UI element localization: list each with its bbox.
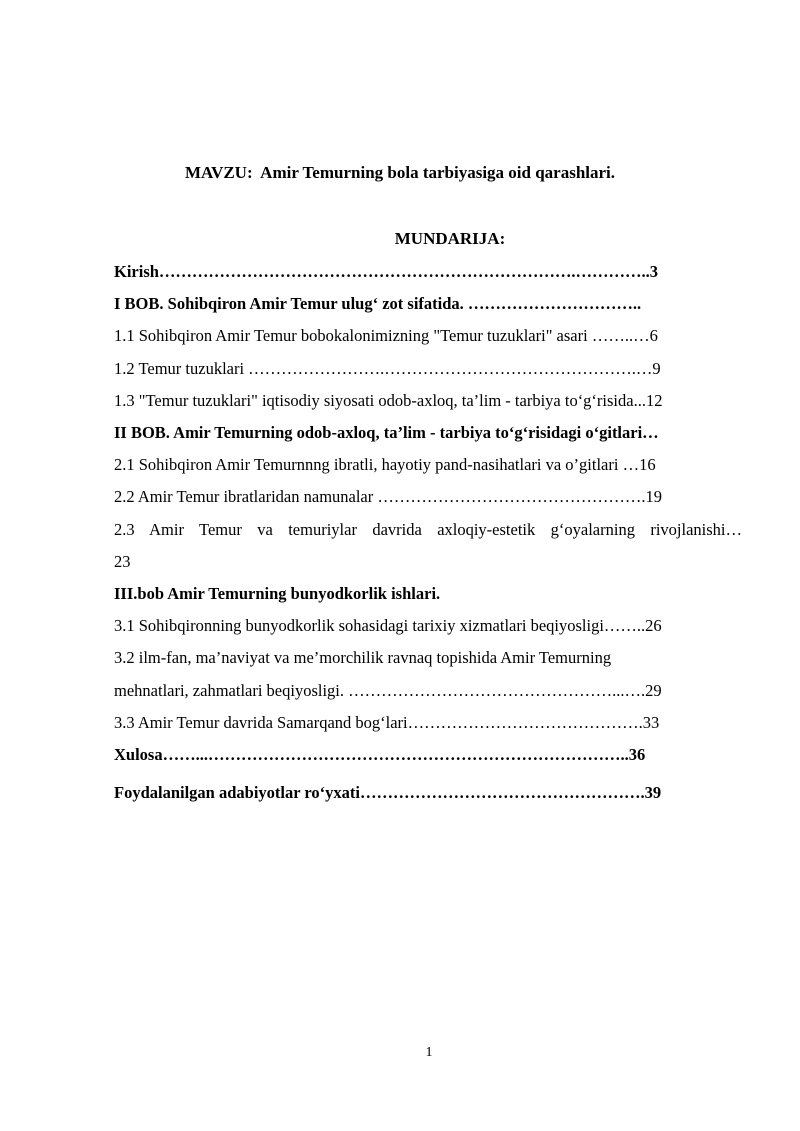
toc-chapter-1: I BOB. Sohibqiron Amir Temur ulug‘ zot sifatida. …………………………..: [114, 294, 642, 314]
toc-entry-1-1: 1.1 Sohibqiron Amir Temur bobokalonimizning "Temur tuzuklari" asari ……..…6: [114, 326, 658, 346]
document-title: MAVZU: Amir Temurning bola tarbiyasiga oid qarashlari.: [184, 163, 616, 182]
toc-entry-references: Foydalanilgan adabiyotlar ro‘yxati…………………………………………….39: [114, 783, 662, 803]
toc-heading: MUNDARIJA:: [394, 229, 506, 248]
toc-entry-3-1: 3.1 Sohibqironning bunyodkorlik sohasidagi tarixiy xizmatlari beqiyosligi……..26: [114, 616, 662, 636]
toc-entry-kirish: Kirish………………………………………………………………….…………..3: [114, 262, 659, 281]
toc-entry-3-3: 3.3 Amir Temur davrida Samarqand bog‘lari…………………………………….33: [114, 712, 660, 732]
toc-entry-3-2: 3.2 ilm-fan, ma’naviyat va me’morchilik ravnaq topishida Amir Temurning: [114, 648, 612, 668]
toc-entry-1-3: 1.3 "Temur tuzuklari" iqtisodiy siyosati odob-axloq, ta’lim - tarbiya to‘g‘risida...12: [114, 390, 663, 410]
toc-chapter-2: II BOB. Amir Temurning odob-axloq, ta’lim - tarbiya to‘g‘risidagi o‘gitlari…: [114, 423, 659, 443]
toc-entry-2-3: 2.3 Amir Temur va temuriylar davrida axloqiy-estetik g‘oyalarning rivojlanishi…: [114, 519, 742, 539]
toc-entry-2-3-page: 23: [114, 551, 131, 571]
toc-entry-xulosa: Xulosa……...…………………………………………………………………..36: [114, 745, 646, 765]
toc-chapter-3: III.bob Amir Temurning bunyodkorlik ishlari.: [114, 584, 441, 604]
table-of-contents: [114, 256, 742, 809]
toc-entry-3-2-cont: mehnatlari, zahmatlari beqiyosligi. …………………………………………...….29: [114, 680, 662, 700]
page-number: 1: [425, 1045, 433, 1060]
toc-entry-2-1: 2.1 Sohibqiron Amir Temurnnng ibratli, hayotiy pand-nasihatlari va o’gitlari …16: [114, 455, 656, 475]
toc-entry-2-2: 2.2 Amir Temur ibratlaridan namunalar ………………………………………….19: [114, 487, 663, 507]
toc-entry-1-2: 1.2 Temur tuzuklari …………………….……………………………………….…9: [114, 358, 661, 378]
